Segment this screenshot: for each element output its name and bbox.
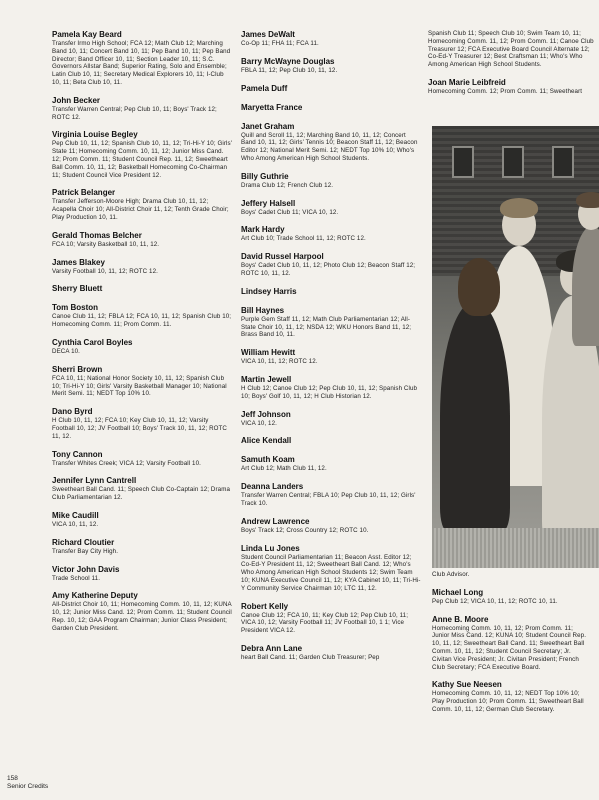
senior-name: Tony Cannon xyxy=(52,449,103,459)
senior-activities: Purple Gem Staff 11, 12; Math Club Parliamentarian 12; All-State Choir 10, 11, 12; NSDA 12; WKU Honors Band 11, 12; Brass Band 10, 11. xyxy=(241,315,412,339)
senior-activities: VICA 10, 11, 12; ROTC 12. xyxy=(241,358,318,366)
senior-entry xyxy=(241,84,421,94)
senior-entry xyxy=(52,231,232,249)
senior-entry xyxy=(52,258,232,276)
senior-entry xyxy=(52,284,232,294)
senior-entry xyxy=(52,365,232,398)
senior-name: Billy Guthrie xyxy=(241,171,289,181)
senior-name: Jeff Johnson xyxy=(241,409,291,419)
senior-name: Janet Graham xyxy=(241,121,295,131)
senior-activities: Varsity Football 10, 11, 12; ROTC 12. xyxy=(52,267,158,275)
senior-name: Pamela Kay Beard xyxy=(52,30,122,39)
senior-name: Patrick Belanger xyxy=(52,188,116,198)
senior-activities: heart Ball Cand. 11; Garden Club Treasurer; Pep xyxy=(241,653,380,661)
senior-name: Cynthia Carol Boyles xyxy=(52,337,133,347)
senior-name: Pamela Duff xyxy=(241,83,288,93)
senior-entry xyxy=(52,407,232,440)
senior-activities: Boys' Cadet Club 10, 11, 12; Photo Club 12; Beacon Staff 12; ROTC 10, 11, 12. xyxy=(241,262,416,277)
senior-entry xyxy=(52,538,232,556)
senior-activities: VICA 10, 11, 12. xyxy=(52,520,99,528)
page-footer xyxy=(7,775,48,791)
column-2 xyxy=(241,30,421,671)
senior-name: Linda Lu Jones xyxy=(241,543,300,553)
senior-entry xyxy=(241,103,421,113)
senior-activities: Boys' Cadet Club 11; VICA 10, 12. xyxy=(241,208,339,216)
senior-name: Michael Long xyxy=(432,587,484,597)
senior-name: Andrew Lawrence xyxy=(241,516,310,526)
senior-activities: FCA 10; Varsity Basketball 10, 11, 12. xyxy=(52,240,160,248)
senior-entry xyxy=(241,199,421,217)
column-3-bottom xyxy=(432,571,592,723)
senior-activities: Sweetheart Ball Cand. 11; Speech Club Co-Captain 12; Drama Club Parliamentarian 12. xyxy=(52,486,230,502)
senior-activities: FCA 10, 11; National Honor Society 10, 11, 12; Spanish Club 10; Tri-Hi-Y 10; Girls' Varsity Basketball Manager 10; National Merit Semi. 11; NEDT Top 10% 10. xyxy=(52,374,227,398)
senior-activities: Pep Club 10, 11, 12; Spanish Club 10, 11, 12; Tri-Hi-Y 10; Girls' State 11; Homecoming Comm. 10, 11, 12; Junior Miss Cand. 12; Prom Comm. 11; Student Council Rep. 11, 12; Sweetheart Ball Comm. 10, 11, 12; Basketball Homecoming Co-Chairman 11; Student Council Vice President 12. xyxy=(52,140,232,179)
senior-name: James Blakey xyxy=(52,257,105,267)
senior-entry xyxy=(241,375,421,401)
senior-name: Anne B. Moore xyxy=(432,614,489,624)
senior-name: Barry McWayne Douglas xyxy=(241,56,335,66)
column-3-top xyxy=(428,30,599,105)
senior-name: Robert Kelly xyxy=(241,601,289,611)
senior-name: Maryetta France xyxy=(241,102,303,112)
senior-name: Deanna Landers xyxy=(241,482,304,492)
grass xyxy=(432,528,599,568)
senior-activities: Transfer Whites Creek; VICA 12; Varsity Football 10. xyxy=(52,459,201,467)
senior-entry xyxy=(241,225,421,243)
senior-name: Victor John Davis xyxy=(52,564,120,574)
section-title: Senior Credits xyxy=(7,783,49,790)
senior-activities: H Club 10, 11, 12; FCA 10; Key Club 10, 11, 12; Varsity Football 10, 12; JV Football 10; Boys' Track 10, 11, 12; ROTC 11, 12. xyxy=(52,417,227,440)
senior-name: Samuth Koam xyxy=(241,455,295,465)
senior-activities: Transfer Jefferson-Moore High; Drama Club 10, 11, 12; Acapella Choir 10; All-District Choir 11, 12; Tenth Grade Choir; Play Production 10, 11. xyxy=(52,198,229,221)
senior-activities: Transfer Warren Central; Pep Club 10, 11; Boys' Track 12; ROTC 12. xyxy=(52,105,217,121)
senior-activities: Trade School 11. xyxy=(52,574,101,582)
senior-entry xyxy=(241,252,421,278)
senior-entry xyxy=(241,348,421,366)
senior-entry xyxy=(241,455,421,473)
senior-entry xyxy=(432,588,592,606)
senior-entry xyxy=(52,30,232,87)
column-1 xyxy=(52,30,232,641)
senior-activities: Homecoming Comm. 10, 11, 12; Prom Comm. 11; Junior Miss Cand. 12; KUNA 10; Student Council Rep. 10, 11, 12; Sweetheart Ball Cand. 11; Sweetheart Ball Comm. 10, 11, 12; Student Council Secretary; Jr. Civitan Vice President; Jr. Civitan President; French Club Secretary; FCA Executive Board. xyxy=(432,624,587,671)
senior-entry xyxy=(52,511,232,529)
senior-entry xyxy=(241,172,421,190)
group-photo xyxy=(432,126,599,568)
senior-name: Richard Cloutier xyxy=(52,537,115,547)
senior-name: Lindsey Harris xyxy=(241,286,297,296)
senior-entry xyxy=(52,450,232,468)
senior-entry xyxy=(52,565,232,583)
senior-activities: Homecoming Comm. 12; Prom Comm. 11; Sweetheart xyxy=(428,87,583,95)
senior-entry xyxy=(52,130,232,179)
senior-entry xyxy=(432,615,592,672)
senior-entry xyxy=(52,96,232,122)
senior-entry xyxy=(241,436,421,446)
senior-name: Jennifer Lynn Cantrell xyxy=(52,476,137,486)
senior-activities: Canoe Club 11, 12; FBLA 12; FCA 10, 11, 12; Spanish Club 10; Homecoming Comm. 11; Prom Comm. 11. xyxy=(52,313,232,329)
senior-activities: Homecoming Comm. 10, 11, 12; NEDT Top 10% 10; Play Production 10; Prom Comm. 11; Sweetheart Ball Comm. 10, 11, 12; German Club Secretary. xyxy=(432,690,584,713)
senior-name: Debra Ann Lane xyxy=(241,643,303,653)
senior-activities: Canoe Club 12; FCA 10, 11; Key Club 12; Pep Club 10, 11; VICA 10, 12; Varsity Football 11; JV Football 10, 1 1; Vice President VICA 12. xyxy=(241,611,409,635)
senior-entry xyxy=(241,517,421,535)
senior-activities: All-District Choir 10, 11; Homecoming Comm. 10, 11, 12; KUNA 10, 12; Junior Miss Cand. 12; Prom Comm. 11; Student Council Rep. 10, 12; GAA Program Chairman; Junior Class President; Garden Club President. xyxy=(52,601,232,632)
senior-activities: Drama Club 12; French Club 12. xyxy=(241,181,334,189)
senior-name: John Becker xyxy=(52,95,101,105)
senior-activities: DECA 10. xyxy=(52,347,80,355)
senior-entry xyxy=(428,78,599,96)
senior-name: Dano Byrd xyxy=(52,407,93,417)
senior-entry xyxy=(241,644,421,662)
senior-entry xyxy=(241,482,421,508)
senior-activities: Art Club 10; Trade School 11, 12; ROTC 12. xyxy=(241,235,366,243)
senior-entry xyxy=(241,122,421,163)
senior-activities: Student Council Parliamentarian 11; Beacon Asst. Editor 12; Co-Ed-Y President 11, 12; Sweetheart Ball Cand. 12; Who's Who Among American High School Students 12; Swim Team 10; KUNA Executive Council 11, 12; KYA Cabinet 10, 11; Tri-Hi-Y Community Service Chairman 10; LTC 11, 12. xyxy=(241,553,421,592)
senior-entry xyxy=(432,571,592,579)
senior-entry xyxy=(241,30,421,48)
senior-activities: FBLA 11, 12; Pep Club 10, 11, 12. xyxy=(241,66,338,74)
senior-name: Mark Hardy xyxy=(241,225,285,235)
senior-entry xyxy=(428,30,599,69)
senior-name: Sherri Brown xyxy=(52,364,103,374)
senior-activities: Quill and Scroll 11, 12; Marching Band 10, 11, 12; Concert Band 10, 11, 12; Girls' Tennis 10; Beacon Staff 11, 12; Beacon Editor 12; National Merit Semi. 12; NEDT Top 10% 10; Who's Who Among American High School Students. xyxy=(241,131,418,162)
senior-name: Mike Caudill xyxy=(52,510,99,520)
senior-name: Tom Boston xyxy=(52,303,99,313)
senior-activities: Transfer Bay City High. xyxy=(52,547,119,555)
senior-entry xyxy=(52,476,232,502)
senior-entry xyxy=(241,602,421,635)
senior-name: William Hewitt xyxy=(241,348,296,358)
senior-entry xyxy=(52,303,232,329)
senior-entry xyxy=(432,680,592,713)
senior-activities: Co-Op 11; FHA 11; FCA 11. xyxy=(241,40,319,47)
senior-entry xyxy=(241,57,421,75)
senior-name: James DeWalt xyxy=(241,30,295,39)
senior-entry xyxy=(52,338,232,356)
senior-name: Martin Jewell xyxy=(241,374,292,384)
senior-name: David Russel Harpool xyxy=(241,252,324,262)
senior-name: Sherry Bluett xyxy=(52,284,103,294)
senior-entry xyxy=(241,287,421,297)
senior-name: Bill Haynes xyxy=(241,305,285,315)
senior-name: Joan Marie Leibfreid xyxy=(428,77,506,87)
senior-entry xyxy=(241,306,421,339)
senior-activities: H Club 12; Canoe Club 12; Pep Club 10, 11, 12; Spanish Club 10; Boys' Golf 10, 11, 12; H Club Historian 12. xyxy=(241,384,418,400)
senior-activities: Boys' Track 12; Cross Country 12; ROTC 10. xyxy=(241,526,369,534)
senior-name: Gerald Thomas Belcher xyxy=(52,230,142,240)
senior-activities: VICA 10, 12. xyxy=(241,419,277,427)
senior-name: Kathy Sue Neesen xyxy=(432,680,502,690)
senior-activities: Transfer Irmo High School; FCA 12; Math Club 12; Marching Band 10, 11; Concert Band 10, 11; Pep Band 10, 11; Pep Band Director; Band Officer 10, 11; Section Leader 10, 11; S.C. Governors Allstar Band; Superior Rating, Solo and Ensemble; Latin Club 10, 11; Secretary Medical Explorers 10, 11; I-Club 10, 11; Beta Club 10, 11. xyxy=(52,40,231,86)
senior-name: Jeffery Halsell xyxy=(241,198,296,208)
senior-name: Amy Katherine Deputy xyxy=(52,591,138,601)
senior-entry xyxy=(241,544,421,593)
senior-entry xyxy=(52,591,232,632)
senior-activities: Club Advisor. xyxy=(432,571,470,578)
senior-activities: Pep Club 12; VICA 10, 11, 12; ROTC 10, 11. xyxy=(432,597,558,605)
page-number: 158 xyxy=(7,775,18,782)
senior-name: Alice Kendall xyxy=(241,436,292,446)
senior-activities: Transfer Warren Central; FBLA 10; Pep Club 10, 11, 12; Girls' Track 10. xyxy=(241,492,416,507)
senior-entry xyxy=(52,188,232,221)
senior-name: Virginia Louise Begley xyxy=(52,130,138,140)
senior-activities: Spanish Club 11; Speech Club 10; Swim Team 10, 11; Homecoming Comm. 11, 12; Prom Comm. 11; Canoe Club Treasurer 12; FCA Executive Board Council Alternate 12; Co-Ed-Y Treasurer 12; Best Craftsman 11; Who's Who Among American High School Students. xyxy=(428,30,594,69)
senior-activities: Art Club 12; Math Club 11, 12. xyxy=(241,465,327,473)
senior-entry xyxy=(241,410,421,428)
